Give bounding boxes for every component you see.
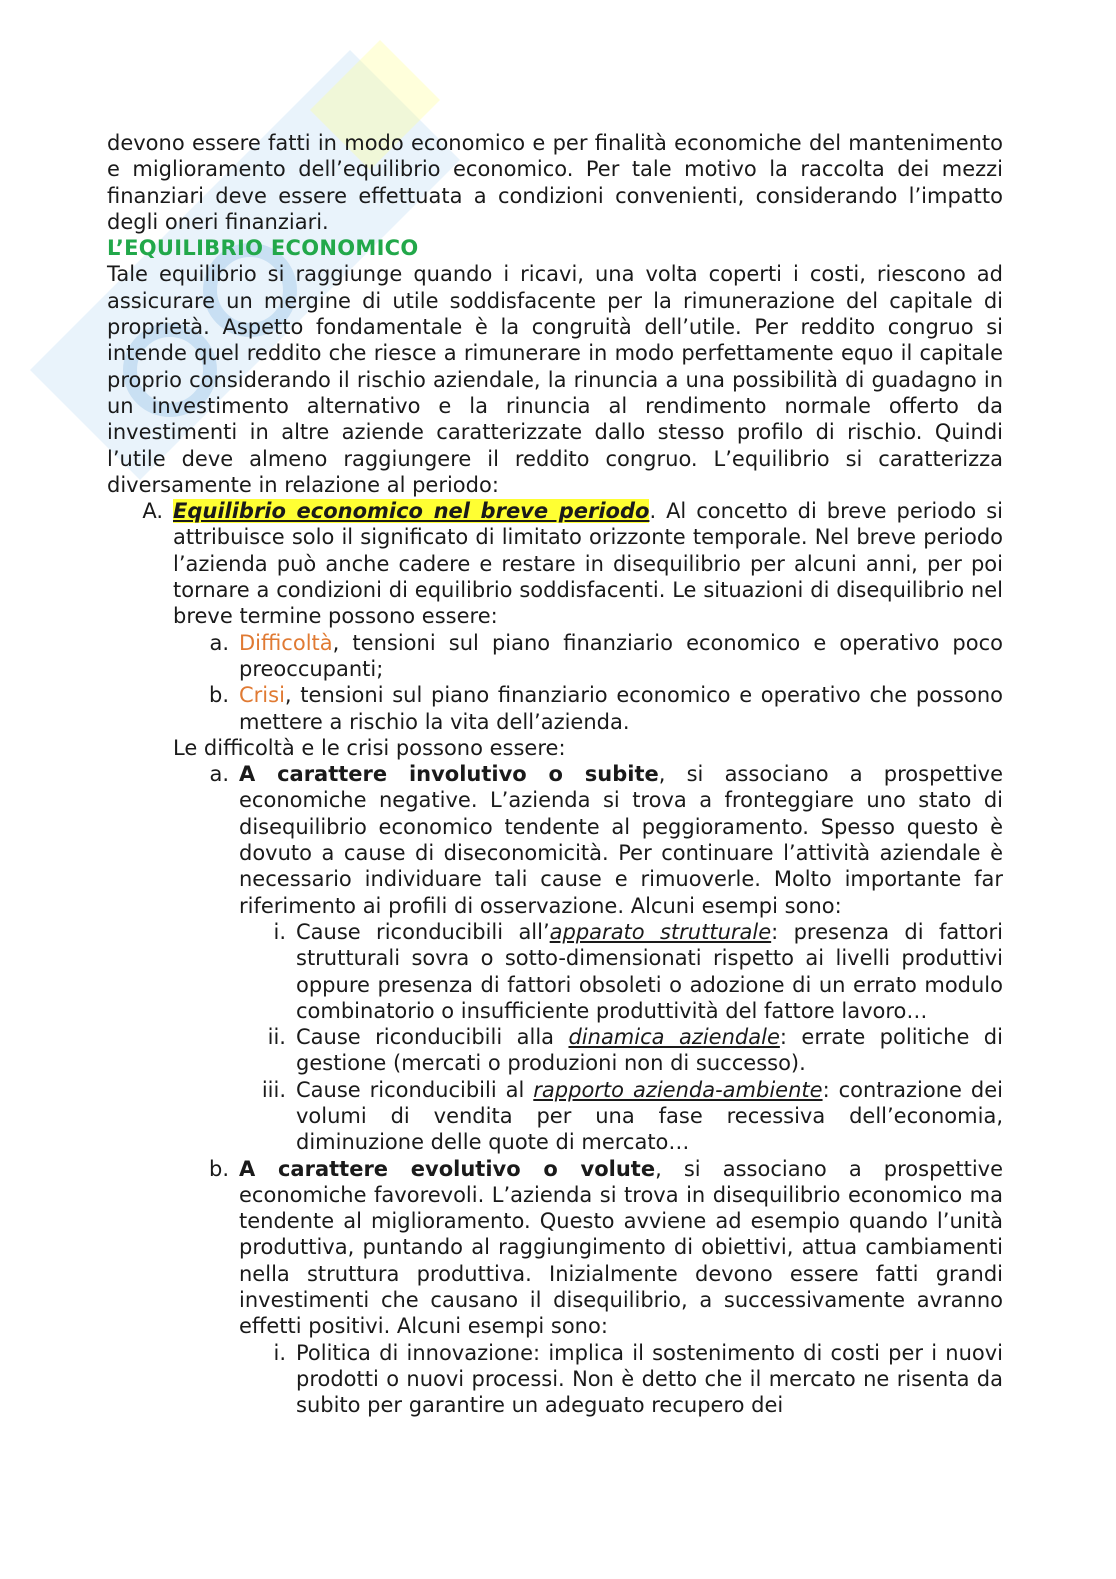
list-item-a [135, 498, 1003, 629]
cause-item [174, 1024, 1003, 1077]
type-title: A carattere involutivo o subite [239, 762, 659, 787]
item-a-paragraph [173, 498, 1003, 629]
list-marker: a. [209, 630, 229, 655]
cause-term: rapporto azienda-ambiente [533, 1077, 823, 1102]
highlighted-title: Equilibrio economico nel breve periodo [173, 499, 650, 524]
cause-item [174, 1340, 1003, 1419]
list-marker: b. [208, 683, 229, 708]
situation-text: , tensioni sul piano finanziario economico e operativo poco preoccupanti; [239, 630, 1003, 681]
cause-text: Politica di innovazione: implica il sostenimento di costi per i nuovi prodotti o nuovi processi. Non è detto che il mercato ne risenta da subito per garantire un adeguato recupero dei [296, 1340, 1003, 1418]
term-crisi: Crisi [239, 683, 285, 708]
crisis-intro: Le difficoltà e le crisi possono essere: [173, 735, 566, 760]
cause-prefix: Cause riconducibili all’ [296, 919, 550, 944]
cause-term: dinamica aziendale [568, 1025, 780, 1050]
cause-text: : errate politiche di gestione (mercati o produzioni non di successo). [296, 1025, 1003, 1076]
situation-text: , tensioni sul piano finanziario economico e operativo che possono mettere a rischio la vita dell’azienda. [239, 683, 1003, 734]
list-marker: ii. [267, 1025, 286, 1050]
list-item-evolutivo [173, 1156, 1003, 1340]
list-item-crisi [173, 682, 1003, 735]
type-text: , si associano a prospettive economiche negative. L’azienda si trova a fronteggiare uno stato di disequilibrio economico tendente al peggioramento. Spesso questo è dovuto a cause di diseconomicità. Per continuare l’attività aziendale è necessario individuare tali cause e rimuoverle. Molto importante far riferimento ai profili di osservazione. Alcuni esempi sono: [239, 762, 1003, 918]
cause-term: apparato strutturale [549, 919, 772, 944]
list-marker: i. [273, 919, 286, 944]
cause-item [174, 919, 1003, 1024]
type-text: , si associano a prospettive economiche favorevoli. L’azienda si trova in disequilibrio economico ma tendente al miglioramento. Questo avviene ad esempio quando l’unità produttiva, puntando al raggiungimento di obiettivi, attua cambiamenti nella struttura produttiva. Inizialmente devono essere fatti grandi investimenti che causano il disequilibrio, a successivamente avranno effetti positivi. Alcuni esempi sono: [239, 1156, 1003, 1339]
body-paragraph: Tale equilibrio si raggiunge quando i ricavi, una volta coperti i costi, riescono ad assicurare un mergine di utile soddisfacente per la rimunerazione del capitale di proprietà. Aspetto fondamentale è la congruità dell’utile. Per reddito congruo si intende quel reddito che riesce a rimunerare in modo perfettamente equo il capitale proprio considerando il rischio aziendale, la rinuncia a una possibilità di guadagno in un investimento alternativo e la rinuncia al rendimento normale offerto da investimenti in altre aziende caratterizzate dallo stesso profilo di rischio. Quindi l’utile deve almeno raggiungere il reddito congruo. L’equilibrio si caratterizza diversamente in relazione al periodo: [107, 262, 1003, 497]
cause-item [174, 1077, 1003, 1156]
cause-text: : presenza di fattori strutturali sovra o sotto-dimensionati rispetto ai livelli produttivi oppure presenza di fattori obsoleti o adozione di un errato modulo combinatorio o insufficiente produttività del fattore lavoro… [296, 919, 1003, 1023]
document-page [107, 130, 1003, 1419]
list-marker: a. [209, 762, 229, 787]
list-marker: i. [273, 1340, 286, 1365]
list-item-involutivo [173, 761, 1003, 919]
list-marker: iii. [261, 1077, 286, 1102]
list-marker: A. [142, 499, 163, 524]
list-marker: b. [208, 1156, 229, 1181]
term-difficolta: Difficoltà [239, 630, 333, 655]
type-title: A carattere evolutivo o volute [239, 1156, 656, 1181]
cause-text: : contrazione dei volumi di vendita per una fase recessiva dell’economia, diminuzione delle quote di mercato… [296, 1077, 1003, 1155]
list-item-difficolta [173, 630, 1003, 683]
cause-prefix: Cause riconducibili al [296, 1077, 534, 1102]
section-heading: L’EQUILIBRIO ECONOMICO [107, 236, 419, 261]
intro-paragraph: devono essere fatti in modo economico e per finalità economiche del mantenimento e miglioramento dell’equilibrio economico. Per tale motivo la raccolta dei mezzi finanziari deve essere effettuata a condizioni convenienti, considerando l’impatto degli oneri finanziari. [107, 131, 1003, 234]
cause-prefix: Cause riconducibili alla [296, 1025, 569, 1050]
item-a-text: . Al concetto di breve periodo si attribuisce solo il significato di limitato orizzonte temporale. Nel breve periodo l’azienda può anche cadere e restare in disequilibrio per alcuni anni, per poi tornare a condizioni di equilibrio soddisfacenti. Le situazioni di disequilibrio nel breve termine possono essere: [173, 499, 1003, 629]
